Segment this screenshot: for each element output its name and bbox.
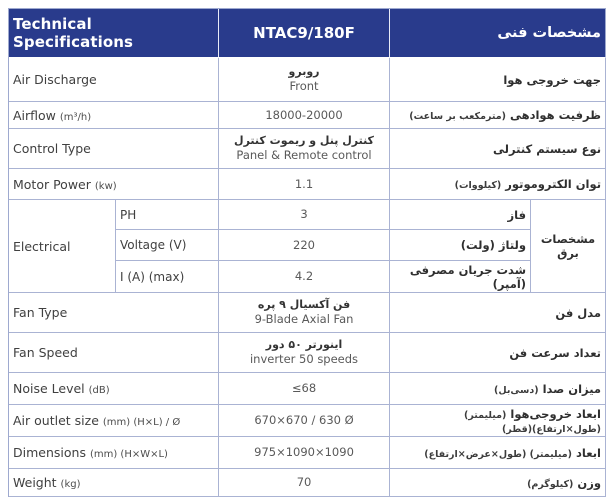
label-weight-text: Weight (13, 475, 57, 490)
label-electrical-group: Electrical (9, 200, 116, 293)
header-title-fa: مشخصات فنی (390, 9, 606, 58)
label-air-outlet-size-text: Air outlet size (13, 413, 99, 428)
row-electrical-ph (9, 200, 606, 230)
row-fan-speed (9, 333, 606, 373)
label-fa-airflow-text: ظرفیت هوادهی (509, 108, 602, 122)
value-motor-power: 1.1 (219, 169, 390, 200)
label-fa-airflow (390, 102, 606, 129)
value-fan-speed (219, 333, 390, 373)
label-fa-noise-level-text: میزان صدا (542, 381, 602, 396)
label-fa-control-type: نوع سیستم کنترلی (390, 129, 606, 169)
label-dimensions-text: Dimensions (13, 445, 86, 460)
row-air-discharge (9, 58, 606, 102)
label-fa-air-outlet-size (390, 405, 606, 437)
label-noise-level-unit: (dB) (88, 385, 110, 396)
label-fa-air-outlet-size-text: ابعاد خروجی‌هوا (510, 406, 602, 421)
label-fa-airflow-unit: (مترمکعب بر ساعت) (409, 111, 506, 122)
value-fan-type (219, 293, 390, 333)
label-dimensions-unit: (mm) (H×W×L) (89, 449, 168, 460)
label-voltage: Voltage (V) (116, 230, 219, 261)
value-dimensions: 975×1090×1090 (219, 437, 390, 469)
value-fan-speed-fa: اینورتر ۵۰ دور (265, 337, 343, 351)
label-fa-ph: فاز (390, 200, 531, 230)
label-motor-power-unit: (kw) (94, 180, 117, 192)
value-fan-speed-en: inverter 50 speeds (249, 352, 359, 367)
row-noise-level (9, 373, 606, 405)
row-control-type (9, 129, 606, 169)
label-motor-power (9, 169, 219, 200)
technical-specifications-table (8, 8, 606, 497)
label-fa-voltage: ولتاژ (ولت) (390, 230, 531, 261)
label-fa-noise-level-unit: (دسی‌بل) (494, 384, 539, 396)
label-airflow-text: Airflow (13, 107, 56, 123)
label-air-discharge: Air Discharge (9, 58, 219, 102)
label-fa-motor-power (390, 169, 606, 200)
label-dimensions (9, 437, 219, 469)
label-fan-type: Fan Type (9, 293, 219, 333)
header-title-en: Technical Specifications (9, 9, 219, 58)
value-air-discharge-fa: روبرو (288, 64, 320, 78)
label-fa-motor-power-text: توان الکتروموتور (505, 177, 602, 191)
label-current: I (A) (max) (116, 261, 219, 293)
row-motor-power (9, 169, 606, 200)
label-air-outlet-size (9, 405, 219, 437)
row-air-outlet-size (9, 405, 606, 437)
value-fan-type-fa: فن آکسیال ۹ پره (257, 297, 351, 311)
label-fa-fan-type: مدل فن (390, 293, 606, 333)
label-ph: PH (116, 200, 219, 230)
value-voltage: 220 (219, 230, 390, 261)
row-dimensions (9, 437, 606, 469)
value-control-type (219, 129, 390, 169)
value-control-type-fa: کنترل پنل و ریموت کنترل (234, 133, 374, 147)
table-header-row (9, 9, 606, 58)
label-fa-dimensions (390, 437, 606, 469)
label-control-type: Control Type (9, 129, 219, 169)
label-fa-fan-speed: تعداد سرعت فن (390, 333, 606, 373)
label-fa-air-outlet-size-unit: (میلیمتر) (طول×ارتفاع)(قطر) (464, 409, 602, 435)
value-airflow: 18000-20000 (219, 102, 390, 129)
label-fa-dimensions-text: ابعاد (576, 445, 602, 460)
value-current: 4.2 (219, 261, 390, 293)
value-air-discharge-en: Front (289, 79, 319, 94)
value-ph: 3 (219, 200, 390, 230)
label-motor-power-text: Motor Power (13, 176, 91, 192)
label-fa-noise-level (390, 373, 606, 405)
value-weight: 70 (219, 469, 390, 497)
label-fa-electrical-group: مشخصات برق (531, 200, 606, 293)
label-fa-weight-unit: (کیلوگرم) (527, 478, 574, 490)
label-fa-weight (390, 469, 606, 497)
label-fa-air-discharge: جهت خروجی هوا (390, 58, 606, 102)
value-noise-level: ≤68 (219, 373, 390, 405)
row-fan-type (9, 293, 606, 333)
label-airflow (9, 102, 219, 129)
value-air-outlet-size: 670×670 / 630 Ø (219, 405, 390, 437)
value-fan-type-en: 9-Blade Axial Fan (254, 312, 354, 327)
row-weight (9, 469, 606, 497)
label-fan-speed: Fan Speed (9, 333, 219, 373)
label-fa-motor-power-unit: (کیلووات) (454, 180, 502, 191)
row-airflow (9, 102, 606, 129)
label-fa-dimensions-unit: (میلیمتر) (طول×عرض×ارتفاع) (424, 448, 573, 460)
label-noise-level-text: Noise Level (13, 381, 85, 396)
label-fa-current: شدت جریان مصرفی (آمپر) (390, 261, 531, 293)
header-model: NTAC9/180F (219, 9, 390, 58)
label-airflow-unit: (m³/h) (59, 111, 92, 123)
label-air-outlet-size-unit: (mm) (H×L) / Ø (102, 417, 181, 428)
label-fa-weight-text: وزن (577, 475, 602, 490)
value-control-type-en: Panel & Remote control (236, 148, 372, 163)
value-air-discharge (219, 58, 390, 102)
label-noise-level (9, 373, 219, 405)
label-weight-unit: (kg) (60, 479, 81, 490)
label-weight (9, 469, 219, 497)
